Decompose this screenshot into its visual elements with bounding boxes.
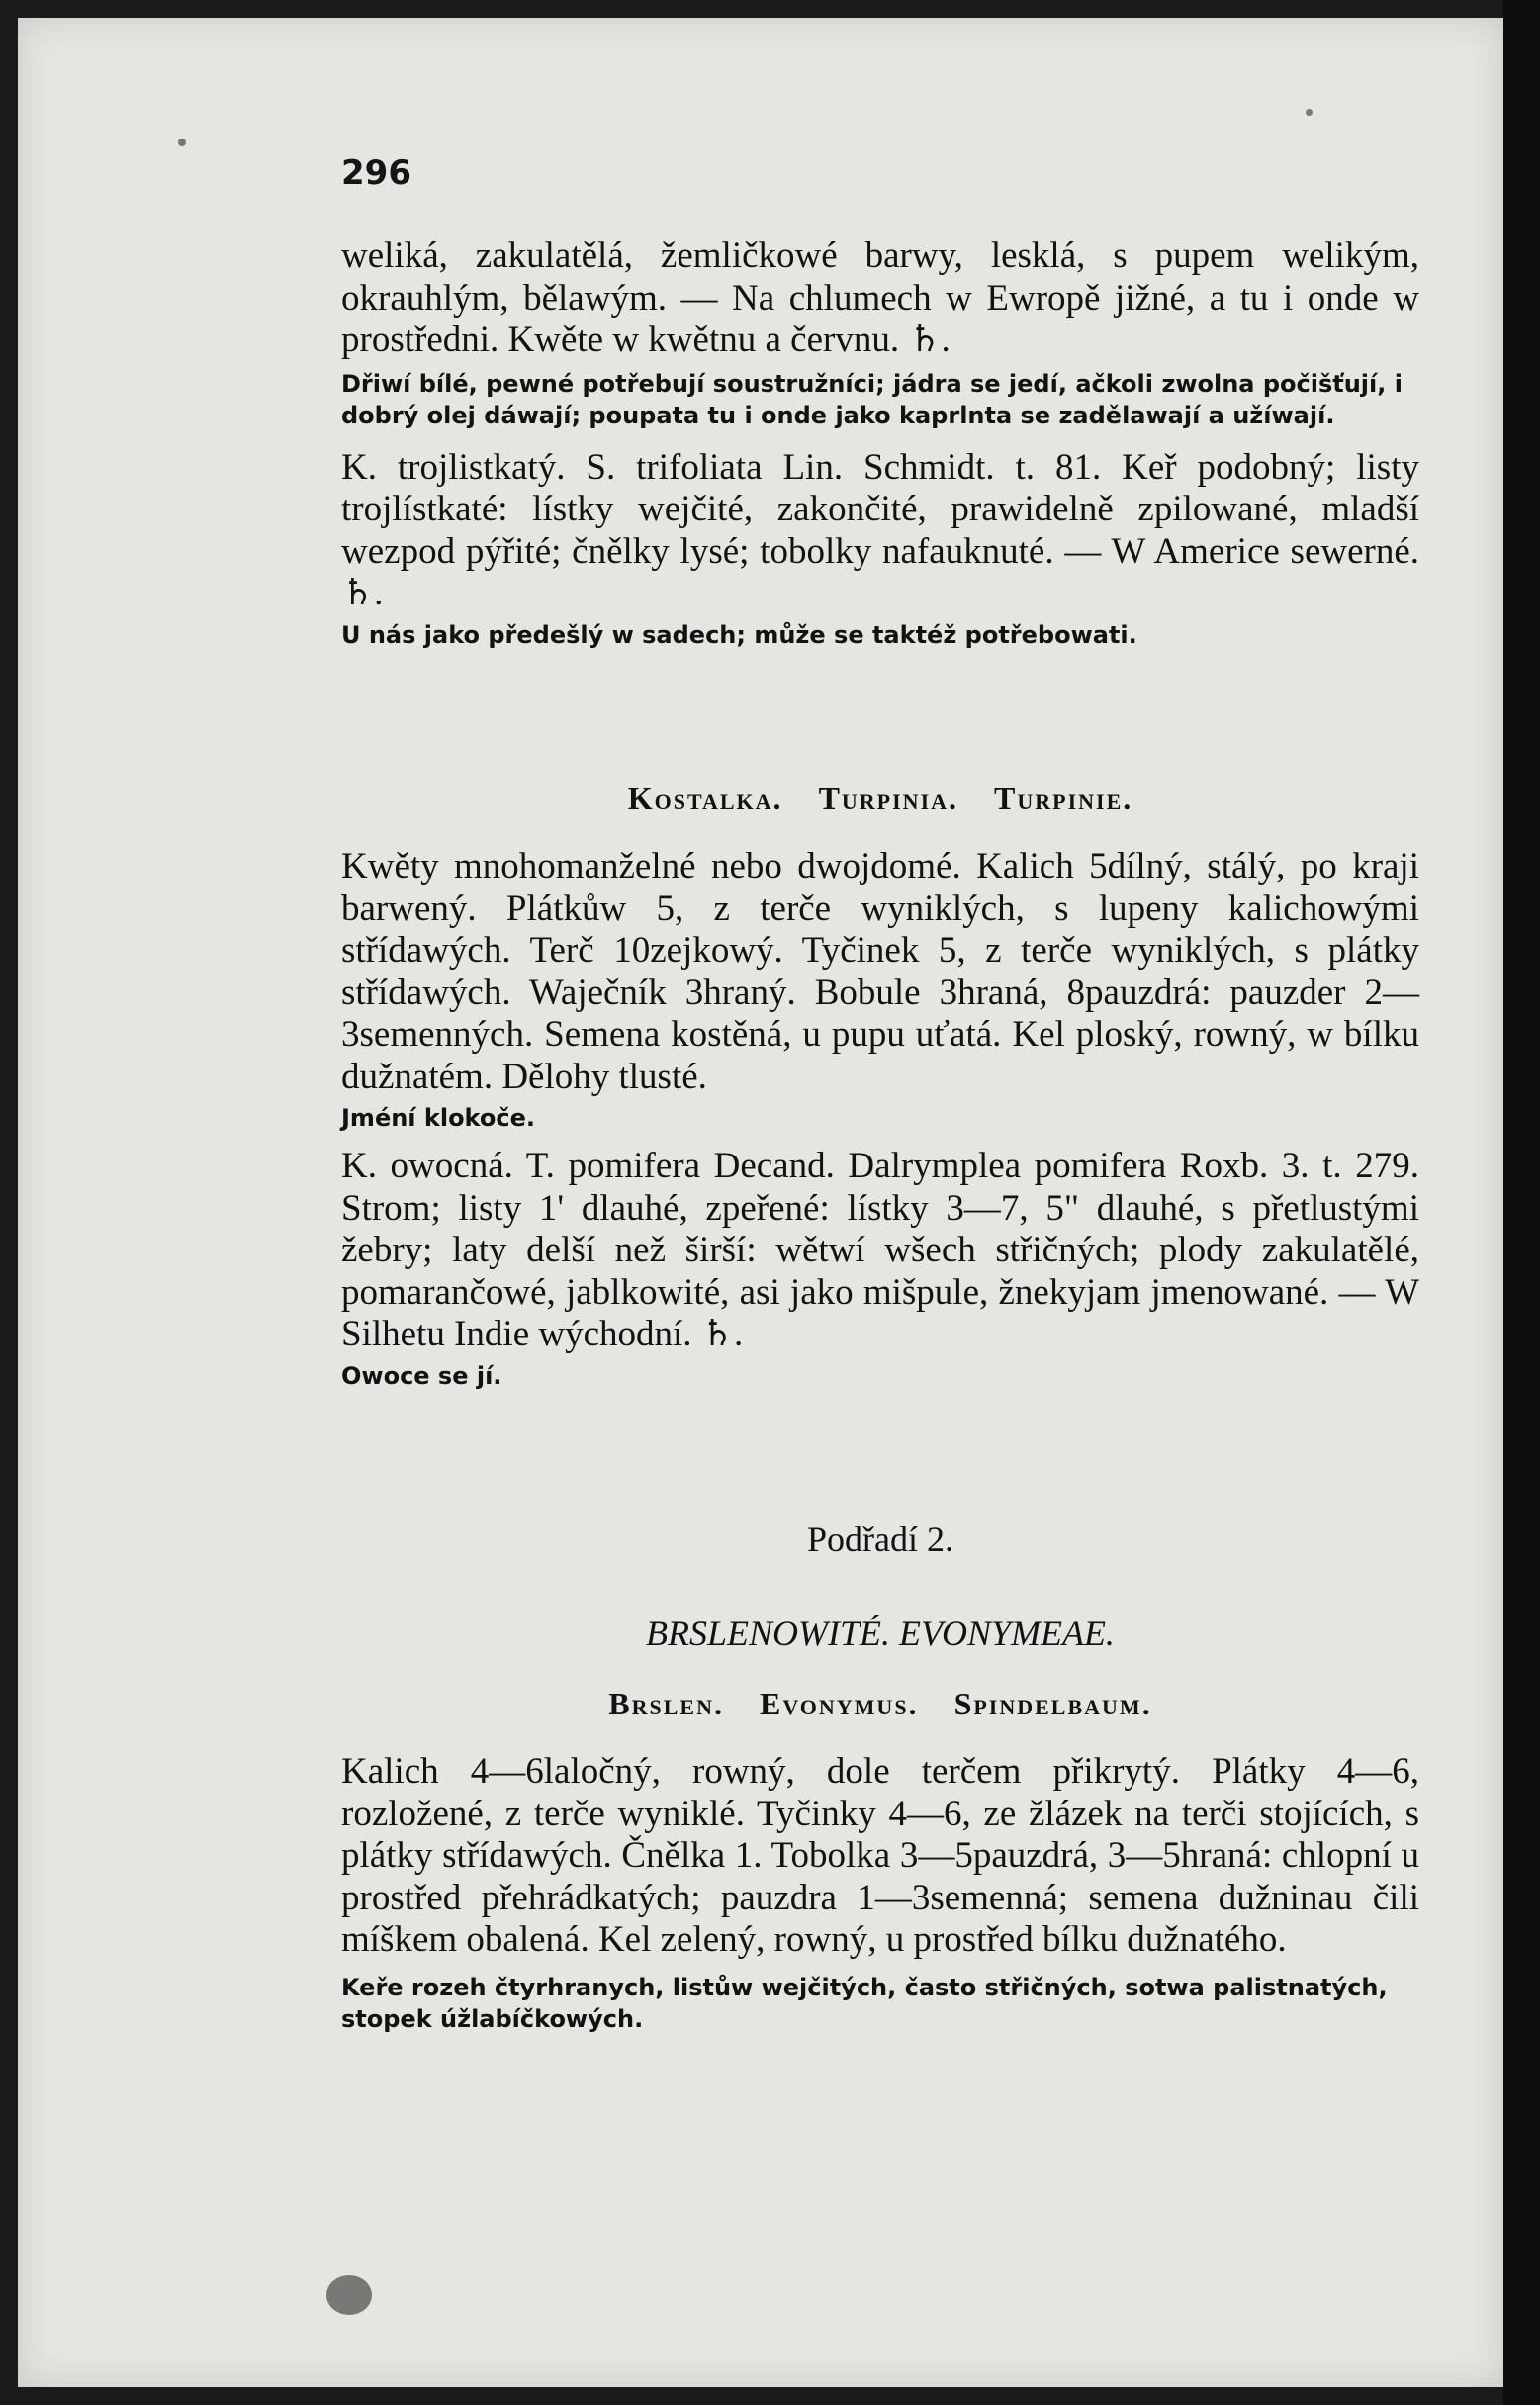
genus-name-latin: Turpinia.	[818, 781, 959, 816]
genus-name-german: Spindelbaum.	[953, 1686, 1152, 1721]
text-block-3	[341, 1751, 1419, 2035]
paragraph: weliká, zakulatělá, žemličkowé barwy, lesklá, s pupem welikým, okrauhlým, bělawým. — Na chlumech w Ewropě jižné, a tu i onde w prostředni. Kwěte w kwětnu a červnu. ♄.	[341, 235, 1419, 360]
genus-name-german: Turpinie.	[994, 781, 1133, 816]
text-block-1	[341, 235, 1419, 651]
genus-name-czech: Kostalka.	[627, 781, 783, 816]
page-number: 296	[341, 153, 411, 193]
note: Owoce se jí.	[341, 1361, 502, 1390]
paragraph: K. owocná. T. pomifera Decand. Dalrymplea pomifera Roxb. 3. t. 279. Strom; listy 1' dlauhé, zpeřené: lístky 3—7, 5" dlauhé, s přetlustými žebry; laty delší než širší: wětwí wšech střičných; plody zakulatělé, pomarančowé, jablkowité, asi jako mišpule, žnekyjam jmenowané. — W Silhetu Indie wýchodní. ♄.	[341, 1146, 1419, 1354]
genus-name-czech: Brslen.	[608, 1686, 724, 1721]
suborder-heading: Podřadí 2.	[807, 1520, 953, 1559]
note: Jméní klokoče.	[341, 1104, 535, 1132]
note: Dřiwí bílé, pewné potřebují soustružníci; jádra se jedí, ačkoli zwolna počišťují, i dobrý olej dáwají; poupata tu i onde jako kaprlnta se zadělawají a užíwají.	[341, 369, 1403, 429]
note: U nás jako předešlý w sadech; může se taktéž potřebowati.	[341, 620, 1137, 649]
scan-edge	[1503, 0, 1540, 2405]
paragraph: Kalich 4—6laločný, rowný, dole terčem přikrytý. Plátky 4—6, rozložené, z terče wyniklé. Tyčinky 4—6, ze žlázek na terči stojících, s plátky střídawých. Čnělka 1. Tobolka 3—5pauzdrá, 3—5hraná: chlopní u prostřed přehrádkatých; pauzdra 1—3semenná; semena dužninau čili míškem obalená. Kel zelený, rowný, u prostřed bílku dužnatého.	[341, 1751, 1419, 1960]
ink-fleck	[178, 139, 186, 146]
ink-fleck	[1306, 109, 1313, 116]
ink-blot	[326, 2275, 372, 2315]
genus-heading	[341, 777, 1419, 818]
genus-heading-2	[341, 1682, 1419, 1723]
genus-name-latin: Evonymus.	[759, 1686, 919, 1721]
paragraph: K. trojlistkatý. S. trifoliata Lin. Schmidt. t. 81. Keř podobný; listy trojlístkaté: lístky wejčité, zakončité, prawidelně zpilowané, mladší wezpod pýřité; čnělky lysé; tobolky nafauknuté. — W Americe sewerné. ♄.	[341, 446, 1419, 613]
family-heading: BRSLENOWITÉ. EVONYMEAE.	[646, 1614, 1115, 1653]
note: Keře rozeh čtyrhranych, listůw wejčitých, často střičných, sotwa palistnatých, stopek úžlabíčkowých.	[341, 1973, 1388, 2033]
text-block-2	[341, 846, 1419, 1392]
paragraph: Kwěty mnohomanželné nebo dwojdomé. Kalich 5dílný, stálý, po kraji barwený. Plátkůw 5, z terče wyniklých, s lupeny kalichowými střídawých. Terč 10zejkowý. Tyčinek 5, z terče wyniklých, s plátky střídawých. Waječník 3hraný. Bobule 3hraná, 8pauzdrá: pauzder 2—3semenných. Semena kostěná, u pupu uťatá. Kel ploský, rowný, w bílku dužnatém. Dělohy tlusté.	[341, 846, 1419, 1097]
